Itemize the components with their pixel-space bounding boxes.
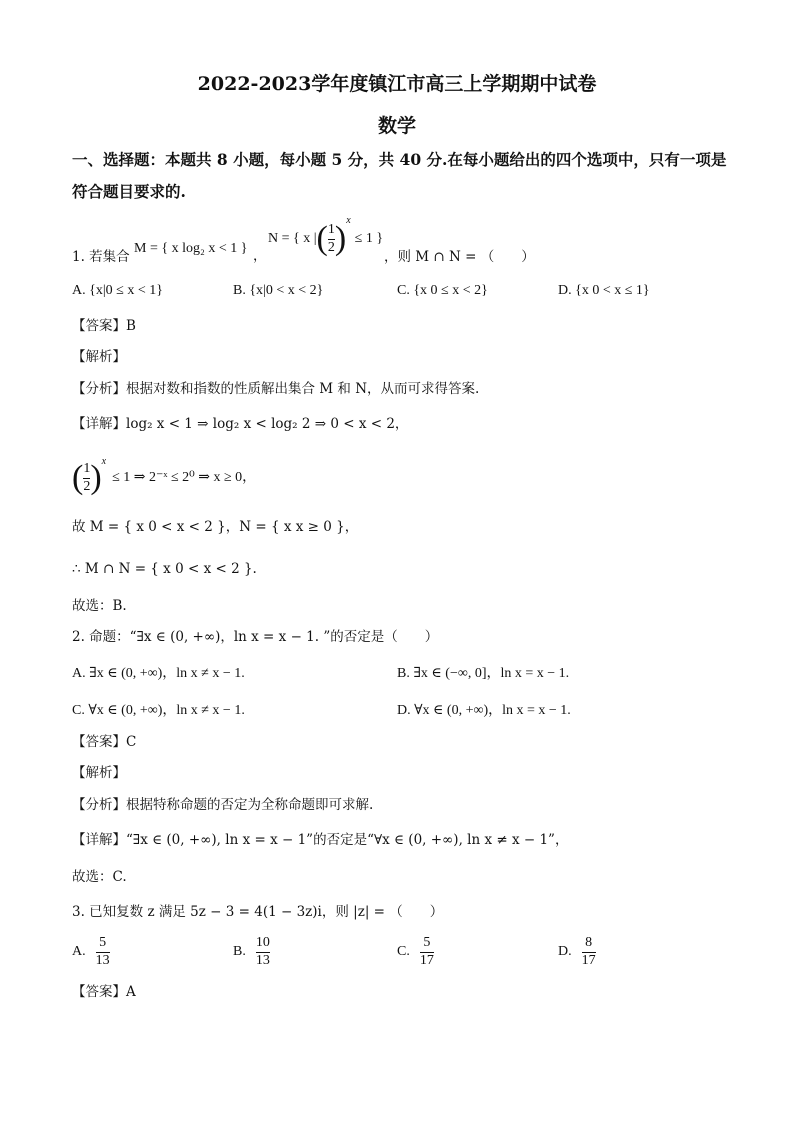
q1-fenxi: 【分析】根据对数和指数的性质解出集合 M 和 N，从而可求得答案.	[72, 381, 480, 397]
q1-paren-left: (	[316, 220, 328, 257]
q2-answer: 【答案】C	[72, 734, 137, 750]
q3-option-d	[558, 936, 596, 968]
q2-xiangjie: 【详解】“∃x ∈ (0, +∞), ln x = x − 1”的否定是“∀x ∈ (0, +∞), ln x ≠ x − 1”，	[72, 832, 569, 848]
q1-step2-paren-right: )	[90, 459, 102, 496]
q1-set-n	[268, 214, 383, 264]
q3-answer: 【答案】A	[72, 984, 136, 1000]
q1-step3: 故 M = { x 0 < x < 2 }，N = { x x ≥ 0 }，	[72, 519, 359, 535]
q3-d-den: 17	[581, 952, 596, 968]
q1-comma: ，	[253, 248, 267, 264]
q3-option-d-fraction	[582, 936, 596, 968]
q1-conclusion: 故选：B.	[72, 598, 127, 614]
q2-option-c: C. ∀x ∈ (0, +∞)，ln x ≠ x − 1.	[72, 703, 245, 718]
q1-option-a: A. {x|0 ≤ x < 1}	[72, 283, 163, 298]
q3-a-den: 13	[95, 952, 110, 968]
q1-option-b: B. {x|0 < x < 2}	[233, 283, 324, 298]
q3-b-den: 13	[255, 952, 270, 968]
q3-b-num: 10	[255, 935, 270, 950]
q3-option-c	[397, 936, 434, 968]
q1-step2-exp: x	[101, 456, 107, 467]
q1-xiangjie: 【详解】log₂ x < 1 ⇒ log₂ x < log₂ 2 ⇒ 0 < x < 2，	[72, 416, 409, 432]
q1-step4: ∴ M ∩ N = { x 0 < x < 2 }.	[72, 561, 257, 577]
q1-step2-rest: ≤ 1 ⇒ 2⁻ˣ ≤ 2⁰ ⇒ x ≥ 0，	[112, 470, 257, 485]
q3-option-b	[233, 936, 270, 968]
q1-half-den: 2	[327, 239, 335, 255]
q3-c-num: 5	[423, 935, 431, 950]
q3-d-num: 8	[585, 935, 593, 950]
q1-paren-right: )	[334, 220, 347, 257]
q1-answer: 【答案】B	[72, 318, 136, 334]
q1-set-n-left: N = { x |	[268, 231, 317, 246]
subject-title: 数学	[377, 115, 416, 137]
section-heading-line2: 符合题目要求的.	[72, 182, 186, 201]
q1-prefix: 1. 若集合	[72, 249, 130, 265]
q2-stem: 2. 命题：“∃x ∈ (0, +∞)，ln x = x − 1. ”的否定是（ ）	[72, 629, 439, 645]
q3-option-a	[72, 936, 110, 968]
q3-option-c-fraction	[420, 936, 434, 968]
section-heading-line1: 一、选择题：本题共 8 小题，每小题 5 分，共 40 分.在每小题给出的四个选项中，只有一项是	[72, 150, 727, 169]
page-title: 2022-2023学年度镇江市高三上学期期中试卷	[197, 73, 597, 95]
q2-fenxi: 【分析】根据特称命题的否定为全称命题即可求解.	[72, 797, 374, 813]
q1-step2-fraction	[83, 462, 90, 494]
q1-set-n-right: ≤ 1 }	[354, 231, 384, 246]
q2-option-a: A. ∃x ∈ (0, +∞)，ln x ≠ x − 1.	[72, 666, 245, 681]
q1-option-c: C. {x 0 ≤ x < 2}	[397, 283, 488, 298]
q1-half-fraction	[328, 223, 335, 255]
q2-conclusion: 故选：C.	[72, 869, 127, 885]
q3-option-b-fraction	[256, 936, 270, 968]
q3-option-c-label: C.	[397, 944, 410, 960]
q1-set-m: M = { x log₂ x < 1 }	[134, 241, 248, 256]
q3-a-num: 5	[99, 935, 107, 950]
q3-stem: 3. 已知复数 z 满足 5z − 3 = 4(1 − 3z)i，则 |z| = （ ）	[72, 904, 444, 920]
q1-step2-num: 1	[83, 460, 91, 476]
q3-option-b-label: B.	[233, 944, 246, 960]
q1-option-d: D. {x 0 < x ≤ 1}	[558, 283, 650, 298]
q3-option-d-label: D.	[558, 944, 572, 960]
q1-exp: x	[346, 215, 351, 226]
q2-option-b: B. ∃x ∈ (−∞, 0]，ln x = x − 1.	[397, 666, 570, 681]
q1-suffix: ，则 M ∩ N = （ ）	[384, 249, 535, 265]
q1-half-num: 1	[327, 221, 335, 237]
q1-step2-den: 2	[83, 478, 91, 494]
q1-step2-paren-left: (	[72, 459, 84, 496]
q2-option-d: D. ∀x ∈ (0, +∞)，ln x = x − 1.	[397, 703, 571, 718]
q1-step2	[72, 455, 256, 501]
q3-option-a-label: A.	[72, 944, 86, 960]
q1-jiexi: 【解析】	[72, 349, 126, 365]
q3-option-a-fraction	[96, 936, 110, 968]
q3-c-den: 17	[419, 952, 434, 968]
q2-jiexi: 【解析】	[72, 765, 126, 781]
